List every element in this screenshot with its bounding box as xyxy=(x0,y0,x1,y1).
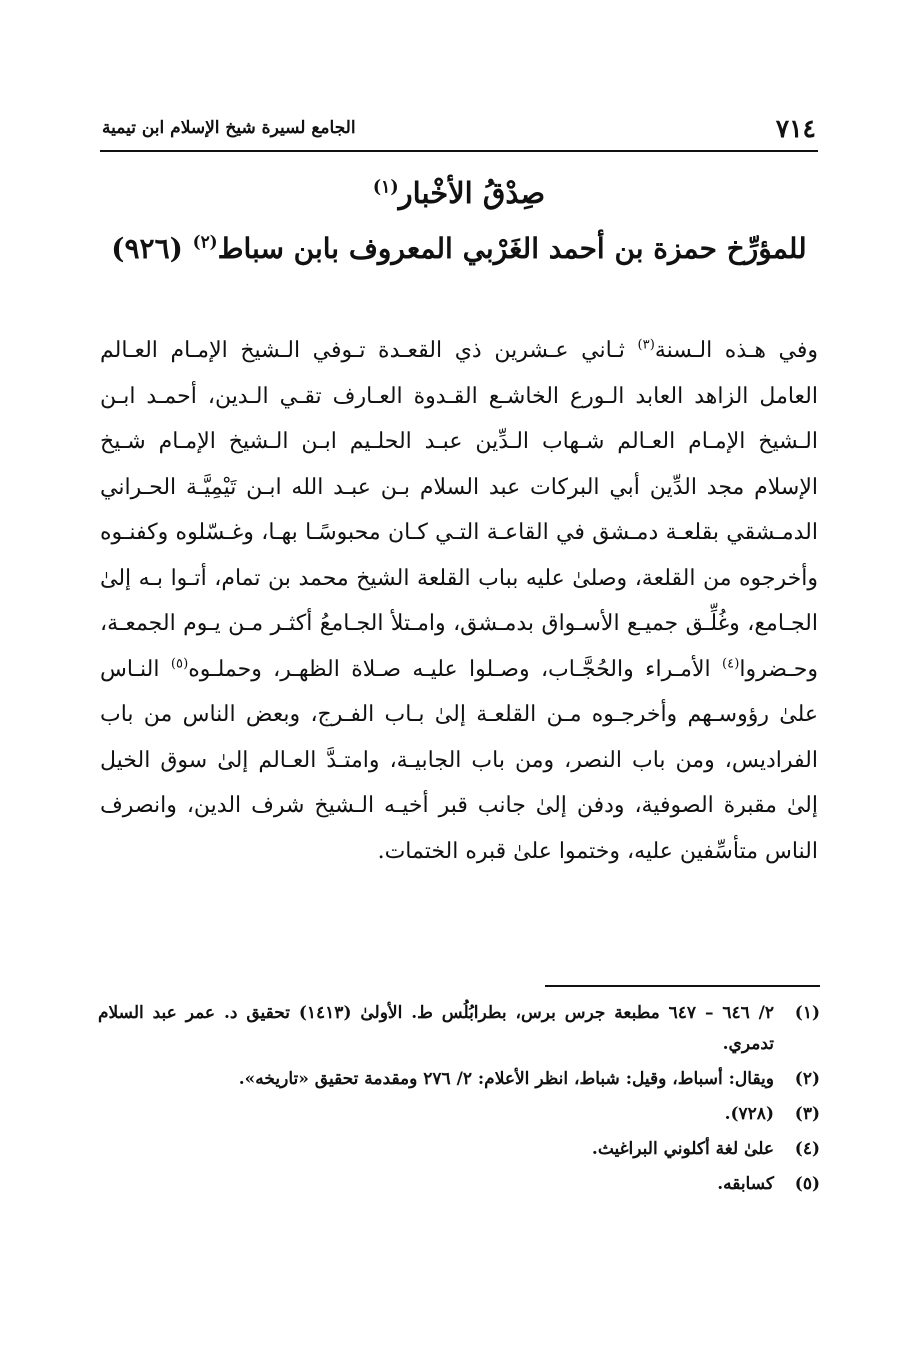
footnote-ref-5[interactable]: (٥) xyxy=(170,656,189,672)
chapter-title xyxy=(100,176,818,210)
footnote-number: (٥) xyxy=(794,1174,820,1194)
footnote-number: (٢) xyxy=(794,1069,820,1089)
footnote-text: (٧٢٨). xyxy=(724,1104,774,1124)
footnote-ref-2[interactable]: (٢) xyxy=(192,231,218,252)
footnote-text: كسابقه. xyxy=(717,1174,774,1194)
footnote-number: (٣) xyxy=(794,1104,820,1124)
footnote-item xyxy=(98,1099,820,1130)
page-number: ٧١٤ xyxy=(775,114,816,143)
body-text-1: وفي هـذه الـسنة xyxy=(654,338,818,363)
footnote-separator xyxy=(545,985,820,987)
footnotes xyxy=(98,998,820,1204)
body-text-3: الأمـراء والحُجَّـاب، وصـلوا عليـه صـلاة الظهـر، وحملـوه xyxy=(188,656,722,682)
body-text-2: ثـاني عـشرين ذي القعـدة تـوفي الـشيخ الإمـام العـالم العامل الزاهد العابد الـورع الخاشـع القـدوة العـارف تقـي الـدين، أحمـد ابـن الـشيخ الإمـام العـالم شـهاب الـدِّين عبـد الحلـيم ابـن الـشيخ الإمـام شـيخ الإسلام مجد الدِّين أبي البركات عبد السلام بـن عبـد الله ابـن تَيْمِيَّـة الحـراني الدمـشقي بقلعـة دمـشق في القاعـة التـي كـان محبوسًـا بهـا، وغـسّلوه وكفنـوه وأخرجوه من القلعة، وصلىٰ عليه بباب القلعة الشيخ محمد بن تمام، أتـوا بـه إلىٰ الجـامع، وغُلِّـق جميـع الأسـواق بدمـشق، وامـتلأ الجـامعُ أكثـر مـن يـوم الجمعـة، وحـضروا xyxy=(100,338,819,682)
footnote-number: (٤) xyxy=(794,1139,820,1159)
footnote-text: ٢/ ٦٤٦ – ٦٤٧ مطبعة جرس برس، بطرابُلُس ط. الأولىٰ (١٤١٣) تحقيق د. عمر عبد السلام تدمري. xyxy=(98,1003,775,1054)
running-header xyxy=(100,112,818,152)
body-paragraph xyxy=(100,328,818,874)
footnote-text: علىٰ لغة أكلوني البراغيث. xyxy=(591,1139,774,1159)
chapter-subtitle-text: للمؤرِّخ حمزة بن أحمد الغَرْبي المعروف بابن سباط xyxy=(217,232,807,265)
footnote-ref-4[interactable]: (٤) xyxy=(721,656,740,672)
footnote-text: ويقال: أسباط، وقيل: شباط، انظر الأعلام: ٢/ ٢٧٦ ومقدمة تحقيق «تاريخه». xyxy=(238,1069,774,1089)
footnote-item xyxy=(98,1169,820,1200)
footnote-item xyxy=(98,1134,820,1165)
footnote-ref-1[interactable]: (١) xyxy=(372,177,399,198)
footnote-item xyxy=(98,1064,820,1095)
death-year: (٩٢٦) xyxy=(111,232,193,265)
body-text-4: النـاس علىٰ رؤوسـهم وأخرجـوه مـن القلعـة إلىٰ بـاب الفـرج، وبعض الناس من باب الفراديس، ومن باب النصر، ومن باب الجابيـة، وامتـدَّ العـالم إلىٰ سوق الخيل إلىٰ مقبرة الصوفية، ودفن إلىٰ جانب قبر أخيـه الـشيخ شرف الدين، وانصرف الناس متأسِّفين عليه، وختموا علىٰ قبره الختمات. xyxy=(100,656,818,864)
footnote-ref-3[interactable]: (٣) xyxy=(637,337,655,353)
chapter-subtitle xyxy=(100,232,818,265)
paragraph-text xyxy=(100,328,818,874)
book-title: الجامع لسيرة شيخ الإسلام ابن تيمية xyxy=(102,118,356,138)
chapter-title-text: صِدْقُ الأخْبار xyxy=(398,176,546,210)
footnote-number: (١) xyxy=(794,1003,820,1023)
footnote-item xyxy=(98,998,820,1060)
